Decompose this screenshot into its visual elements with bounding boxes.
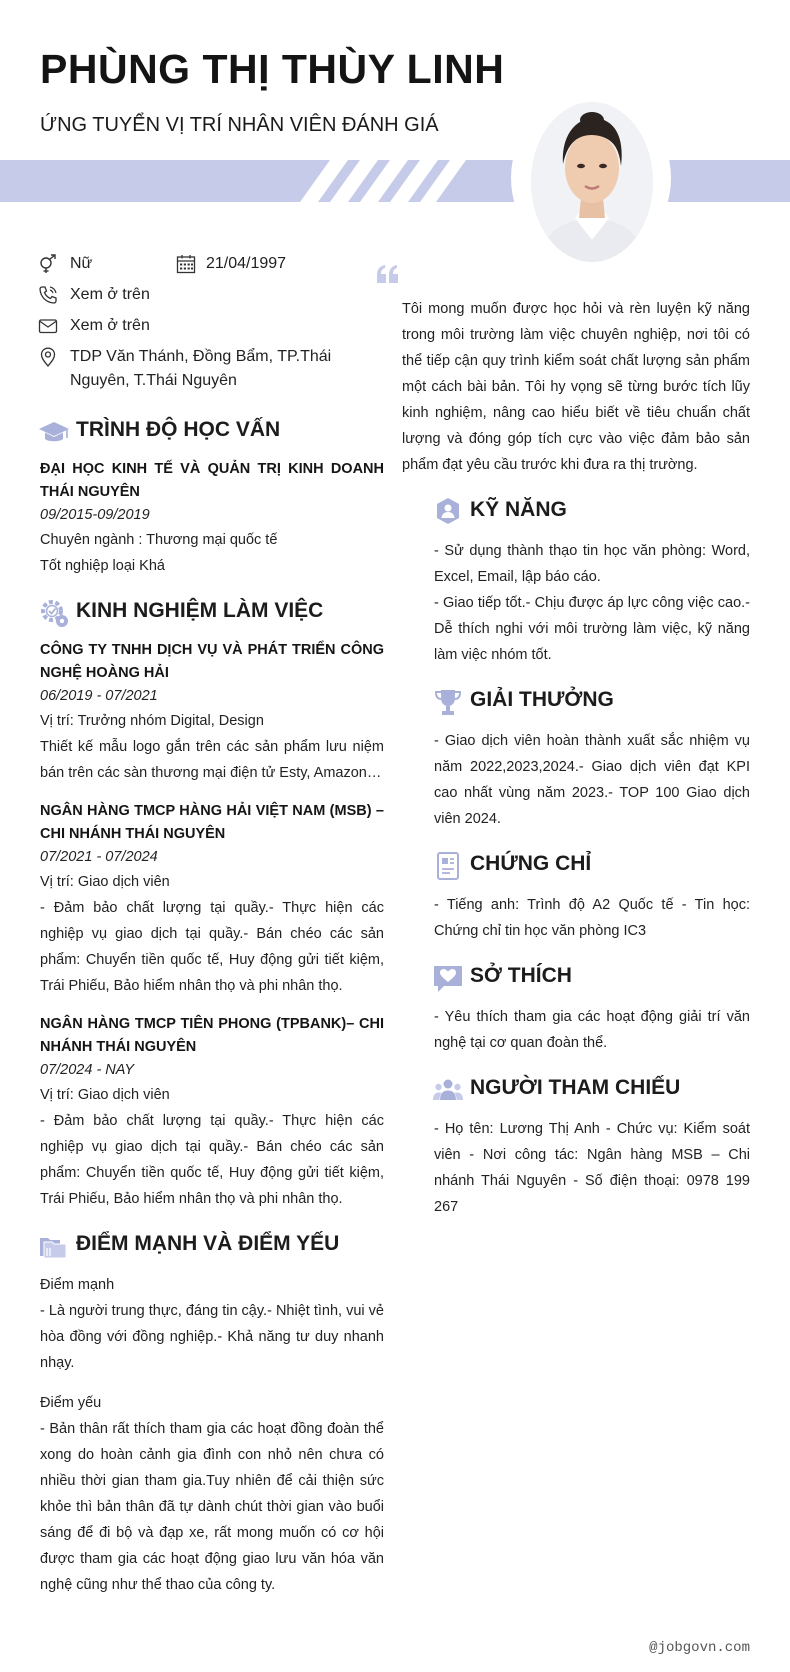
job-entry <box>40 800 384 999</box>
dob-value: 21/04/1997 <box>206 255 287 272</box>
hobbies-section <box>434 962 750 1056</box>
experience-title: KINH NGHIỆM LÀM VIỆC <box>76 599 324 622</box>
hobbies-text: - Yêu thích tham gia các hoạt động giải trí văn nghệ tại cơ quan đoàn thể. <box>434 1009 750 1051</box>
hobbies-header <box>434 962 750 996</box>
site-watermark: @jobgovn.com <box>649 1640 750 1656</box>
gender-value: Nữ <box>70 255 93 272</box>
skills-section <box>434 496 750 668</box>
job-entry <box>40 1013 384 1212</box>
certificates-text: - Tiếng anh: Trình độ A2 Quốc tế - Tin học: Chứng chỉ tin học văn phòng IC3 <box>434 897 750 939</box>
experience-section <box>40 597 384 1212</box>
contact-address <box>38 345 378 393</box>
contact-email <box>38 314 378 338</box>
awards-header <box>434 686 750 720</box>
email-value: Xem ở trên <box>70 317 150 334</box>
job-role: Vị trí: Giao dịch viên <box>40 874 170 890</box>
certificate-icon <box>432 850 464 882</box>
left-column <box>40 416 384 1616</box>
address-value: TDP Văn Thánh, Đồng Bẩm, TP.Thái Nguyên, T.Thái Nguyên <box>70 348 332 389</box>
job-description: - Đảm bảo chất lượng tại quầy.- Thực hiện các nghiệp vụ giao dịch tại quầy.- Bán chéo các sản phẩm: Chuyển tiền quốc tế, Huy động gửi tiết kiệm, Trái Phiếu, Bảo hiểm nhân thọ và phi nhân thọ. <box>40 900 384 994</box>
skills-header <box>434 496 750 530</box>
right-column <box>434 496 750 1238</box>
education-header <box>40 416 384 450</box>
experience-header <box>40 597 384 631</box>
job-description: Thiết kế mẫu logo gắn trên các sản phẩm lưu niệm bán trên các sàn thương mại điện tử Esty, Amazon… <box>40 739 384 781</box>
references-section <box>434 1074 750 1220</box>
references-title: NGƯỜI THAM CHIẾU <box>470 1076 681 1099</box>
education-section <box>40 416 384 579</box>
certificates-section <box>434 850 750 944</box>
contact-phone <box>38 283 378 307</box>
applied-position: ỨNG TUYỂN VỊ TRÍ NHÂN VIÊN ĐÁNH GIÁ <box>40 114 439 136</box>
phone-value: Xem ở trên <box>70 286 150 303</box>
job-entry <box>40 639 384 786</box>
heart-chat-icon <box>432 962 464 994</box>
education-period: 09/2015-09/2019 <box>40 507 150 523</box>
career-objective: Tôi mong muốn được học hỏi và rèn luyện kỹ năng trong môi trường làm việc chuyên nghiệp, nơi tôi có thể tiếp cận quy trình kiểm soát chất lượng sản phẩm một cách bài bản. Tôi hy vọng sẽ từng bước tích lũy kinh nghiệm, nâng cao hiểu biết về tiêu chuẩn chất lượng và đóng góp tích cực vào việc đảm bảo sản phẩm đạt yêu cầu trước khi đưa ra thị trường. <box>402 301 750 473</box>
strengths-section <box>40 1230 384 1598</box>
header-accent-band <box>0 160 790 202</box>
job-period: 07/2024 - NAY <box>40 1062 135 1078</box>
strength-text: - Là người trung thực, đáng tin cậy.- Nhiệt tình, vui vẻ hòa đồng với đồng nghiệp.- Khả năng tư duy nhanh nhạy. <box>40 1303 384 1371</box>
people-group-icon <box>432 1074 464 1106</box>
candidate-name: PHÙNG THỊ THÙY LINH <box>40 46 505 92</box>
job-company: NGÂN HÀNG TMCP TIÊN PHONG (TPBANK)– CHI NHÁNH THÁI NGUYÊN <box>40 1016 384 1055</box>
skill-badge-icon <box>432 496 464 528</box>
certificates-title: CHỨNG CHỈ <box>470 852 592 875</box>
weakness-label: Điểm yếu <box>40 1395 102 1411</box>
trophy-icon <box>432 686 464 718</box>
mail-icon <box>38 316 58 336</box>
skills-text-1: - Sử dụng thành thạo tin học văn phòng: Word, Excel, Email, lập báo cáo. <box>434 543 750 585</box>
strengths-title: ĐIỂM MẠNH VÀ ĐIỂM YẾU <box>76 1232 340 1255</box>
location-pin-icon <box>38 347 58 367</box>
references-text: - Họ tên: Lương Thị Anh - Chức vụ: Kiểm soát viên - Nơi công tác: Ngân hàng MSB – Chi nhánh Thái Nguyên - Số điện thoại: 0978 199 267 <box>434 1121 750 1215</box>
awards-section <box>434 686 750 832</box>
profile-photo <box>531 102 653 262</box>
job-company: CÔNG TY TNHH DỊCH VỤ VÀ PHÁT TRIỂN CÔNG NGHỆ HOÀNG HẢI <box>40 642 384 681</box>
strength-label: Điểm mạnh <box>40 1277 115 1293</box>
school-name: ĐẠI HỌC KINH TẾ VÀ QUẢN TRỊ KINH DOANH THÁI NGUYÊN <box>40 461 384 500</box>
quote-icon <box>376 264 400 284</box>
strengths-header <box>40 1230 384 1264</box>
hobbies-title: SỞ THÍCH <box>470 964 572 987</box>
certificates-header <box>434 850 750 884</box>
phone-icon <box>38 285 58 305</box>
education-grade: Tốt nghiệp loại Khá <box>40 558 165 574</box>
references-header <box>434 1074 750 1108</box>
awards-title: GIẢI THƯỞNG <box>470 688 614 711</box>
job-company: NGÂN HÀNG TMCP HÀNG HẢI VIỆT NAM (MSB) – CHI NHÁNH THÁI NGUYÊN <box>40 803 384 842</box>
weakness-text: - Bản thân rất thích tham gia các hoạt đồng đoàn thể xong do hoàn cảnh gia đình con nhỏ nên chưa có nhiều thời gian tham gia.Tuy nhiên để cải thiện sức khỏe thì bản thân đã tự dành chút thời gian vào buổi sáng để đi bộ và đạp xe, rất mong muốn có cơ hội được tham gia các hoạt động giao lưu văn hóa văn nghệ cũng như thể thao của công ty. <box>40 1421 384 1593</box>
gear-badge-icon <box>38 597 70 629</box>
job-period: 06/2019 - 07/2021 <box>40 688 158 704</box>
skills-text-2: - Giao tiếp tốt.- Chịu được áp lực công việc cao.- Dễ thích nghi với môi trường làm việc, kỹ năng làm việc nhóm tốt. <box>434 595 750 663</box>
folders-icon <box>38 1230 70 1262</box>
calendar-icon <box>176 254 196 274</box>
job-period: 07/2021 - 07/2024 <box>40 849 158 865</box>
graduation-cap-icon <box>38 416 70 448</box>
job-role: Vị trí: Giao dịch viên <box>40 1087 170 1103</box>
gender-icon <box>38 254 58 274</box>
education-major: Chuyên ngành : Thương mại quốc tế <box>40 532 278 548</box>
contact-dob <box>176 252 286 276</box>
education-title: TRÌNH ĐỘ HỌC VẤN <box>76 418 281 441</box>
job-description: - Đảm bảo chất lượng tại quầy.- Thực hiện các nghiệp vụ giao dịch tại quầy.- Bán chéo các sản phẩm: Chuyển tiền quốc tế, Huy động gửi tiết kiệm, Trái Phiếu, Bảo hiểm nhân thọ và phi nhân thọ. <box>40 1113 384 1207</box>
job-role: Vị trí: Trưởng nhóm Digital, Design <box>40 713 264 729</box>
skills-title: KỸ NĂNG <box>470 498 567 521</box>
awards-text: - Giao dịch viên hoàn thành xuất sắc nhiệm vụ năm 2022,2023,2024.- Giao dịch viên đạt KPI cao nhất vùng năm 2023.- TOP 100 Giao dịch viên 2024. <box>434 733 750 827</box>
